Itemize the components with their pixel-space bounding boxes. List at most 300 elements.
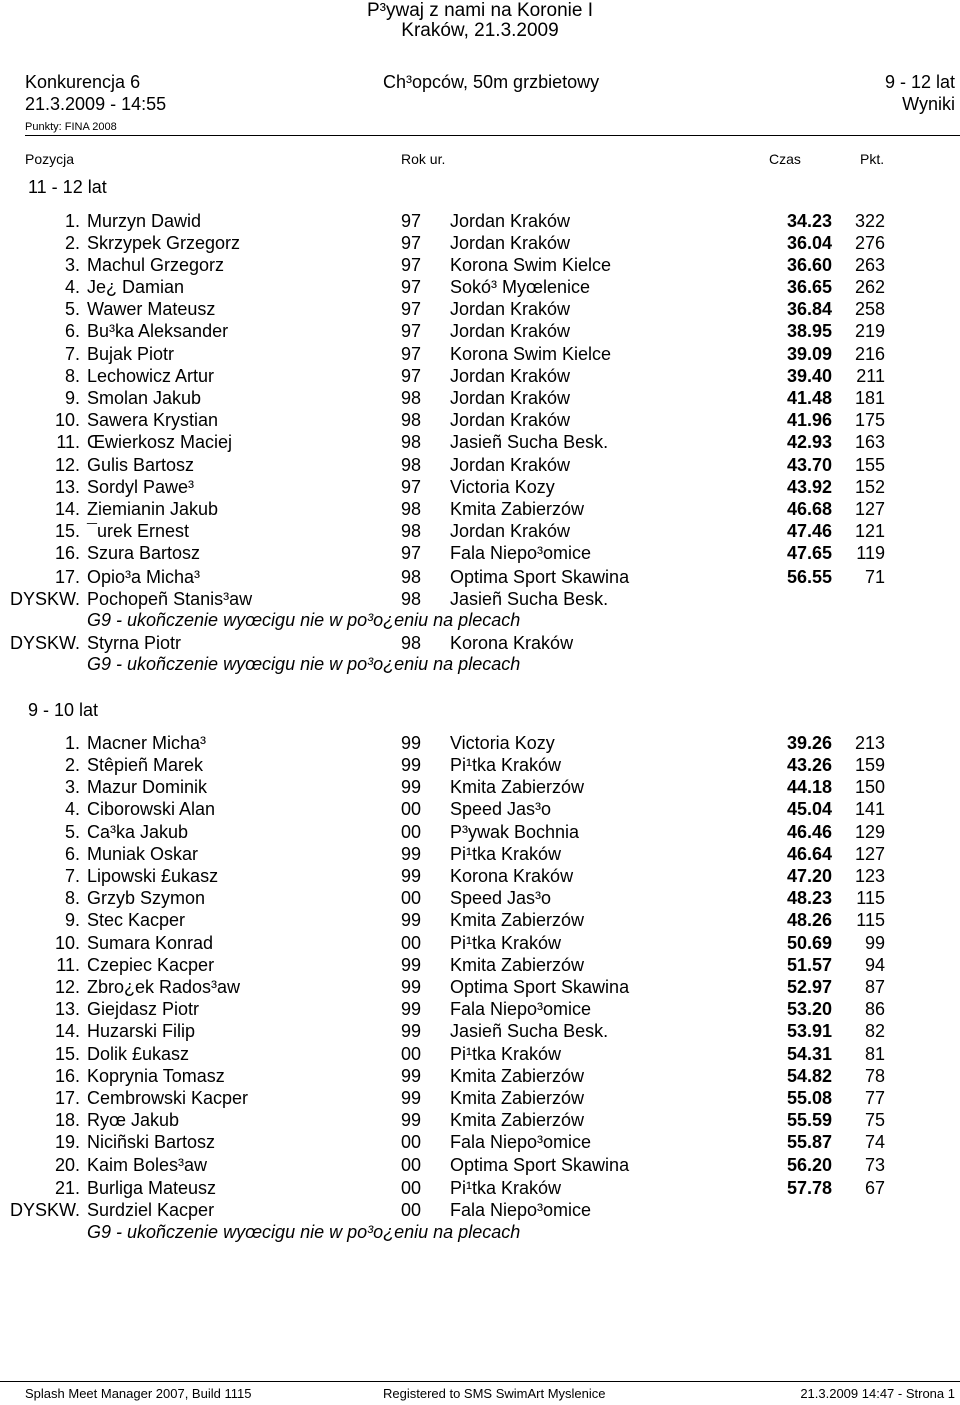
result-name: Surdziel Kacper bbox=[87, 1200, 215, 1220]
result-club: Jordan Kraków bbox=[450, 366, 571, 386]
result-time: 47.46 bbox=[786, 521, 832, 541]
result-time: 53.91 bbox=[786, 1021, 832, 1041]
result-position: 5. bbox=[64, 299, 80, 319]
result-club: Victoria Kozy bbox=[450, 733, 555, 753]
column-time: Czas bbox=[769, 151, 801, 167]
result-position: 11. bbox=[56, 955, 80, 975]
result-time: 46.64 bbox=[786, 844, 832, 864]
result-position: 5. bbox=[64, 822, 80, 842]
result-points: 99 bbox=[864, 933, 885, 953]
result-club: Pi¹tka Kraków bbox=[450, 933, 562, 953]
footer-registered: Registered to SMS SwimArt Myslenice bbox=[383, 1386, 606, 1401]
result-name: Burliga Mateusz bbox=[87, 1178, 217, 1198]
result-time: 54.31 bbox=[786, 1044, 832, 1064]
result-points: 77 bbox=[864, 1088, 885, 1108]
result-year: 97 bbox=[401, 233, 422, 253]
result-year: 00 bbox=[401, 1200, 422, 1220]
result-row bbox=[0, 799, 960, 821]
result-year: 97 bbox=[401, 277, 422, 297]
result-name: Huzarski Filip bbox=[87, 1021, 196, 1041]
result-points: 71 bbox=[864, 567, 885, 587]
result-name: Ryœ Jakub bbox=[87, 1110, 180, 1130]
result-name: Koprynia Tomasz bbox=[87, 1066, 225, 1086]
result-points: 276 bbox=[854, 233, 885, 253]
result-year: 99 bbox=[401, 844, 422, 864]
result-time: 51.57 bbox=[786, 955, 832, 975]
result-row bbox=[0, 366, 960, 388]
result-row bbox=[0, 410, 960, 432]
result-row bbox=[0, 866, 960, 888]
result-name: Smolan Jakub bbox=[87, 388, 202, 408]
result-row bbox=[0, 977, 960, 999]
result-position: 15. bbox=[54, 521, 80, 541]
result-name: Muniak Oskar bbox=[87, 844, 199, 864]
result-name: Opio³a Micha³ bbox=[87, 567, 201, 587]
result-time: 46.68 bbox=[786, 499, 832, 519]
result-time: 43.26 bbox=[786, 755, 832, 775]
result-points: 211 bbox=[856, 366, 885, 386]
result-club: Fala Niepo³omice bbox=[450, 543, 592, 563]
result-year: 98 bbox=[401, 499, 422, 519]
result-points: 86 bbox=[864, 999, 885, 1019]
dq-note: G9 - ukoñczenie wyœcigu nie w po³o¿eniu na plecach bbox=[87, 654, 521, 674]
result-points: 322 bbox=[854, 211, 885, 231]
header-divider bbox=[25, 135, 960, 136]
result-club: Kmita Zabierzów bbox=[450, 1110, 585, 1130]
result-points: 219 bbox=[854, 321, 885, 341]
result-year: 99 bbox=[401, 999, 422, 1019]
result-position: 14. bbox=[54, 499, 80, 519]
result-name: Sawera Krystian bbox=[87, 410, 219, 430]
result-points: 175 bbox=[854, 410, 885, 430]
result-position: DYSKW. bbox=[9, 633, 80, 653]
result-position: 12. bbox=[54, 977, 80, 997]
result-row bbox=[0, 1021, 960, 1043]
result-points: 163 bbox=[854, 432, 885, 452]
result-time: 47.65 bbox=[786, 543, 832, 563]
result-position: DYSKW. bbox=[9, 589, 80, 609]
result-position: 16. bbox=[54, 1066, 80, 1086]
result-year: 98 bbox=[401, 567, 422, 587]
result-row bbox=[0, 299, 960, 321]
result-row bbox=[0, 822, 960, 844]
result-year: 97 bbox=[401, 211, 422, 231]
result-row bbox=[0, 477, 960, 499]
result-points: 81 bbox=[864, 1044, 885, 1064]
result-row bbox=[0, 321, 960, 343]
result-points: 115 bbox=[856, 910, 885, 930]
result-time: 41.96 bbox=[786, 410, 832, 430]
result-name: Cembrowski Kacper bbox=[87, 1088, 249, 1108]
result-row bbox=[0, 432, 960, 454]
result-points: 159 bbox=[854, 755, 885, 775]
result-club: Fala Niepo³omice bbox=[450, 1200, 592, 1220]
result-position: 3. bbox=[64, 777, 80, 797]
result-year: 99 bbox=[401, 977, 422, 997]
result-row bbox=[0, 233, 960, 255]
result-name: Stec Kacper bbox=[87, 910, 186, 930]
dq-note: G9 - ukoñczenie wyœcigu nie w po³o¿eniu na plecach bbox=[87, 610, 521, 630]
result-name: Kaim Boles³aw bbox=[87, 1155, 208, 1175]
result-name: Ciborowski Alan bbox=[87, 799, 216, 819]
result-name: Stêpieñ Marek bbox=[87, 755, 204, 775]
result-year: 99 bbox=[401, 1066, 422, 1086]
result-row bbox=[0, 910, 960, 932]
result-points: 73 bbox=[864, 1155, 885, 1175]
result-time: 55.08 bbox=[786, 1088, 832, 1108]
result-name: Je¿ Damian bbox=[87, 277, 185, 297]
result-points: 121 bbox=[854, 521, 885, 541]
result-club: Pi¹tka Kraków bbox=[450, 1178, 562, 1198]
result-row bbox=[0, 211, 960, 233]
result-points: 127 bbox=[854, 844, 885, 864]
result-time: 48.23 bbox=[786, 888, 832, 908]
result-name: Œwierkosz Maciej bbox=[87, 432, 233, 452]
result-year: 99 bbox=[401, 866, 422, 886]
result-row bbox=[0, 755, 960, 777]
result-club: Jordan Kraków bbox=[450, 410, 571, 430]
result-year: 00 bbox=[401, 1178, 422, 1198]
result-time: 42.93 bbox=[786, 432, 832, 452]
result-points: 129 bbox=[854, 822, 885, 842]
result-year: 97 bbox=[401, 543, 422, 563]
result-club: Kmita Zabierzów bbox=[450, 499, 585, 519]
result-club: Korona Swim Kielce bbox=[450, 255, 612, 275]
result-name: Szura Bartosz bbox=[87, 543, 201, 563]
result-club: Kmita Zabierzów bbox=[450, 1066, 585, 1086]
result-row bbox=[0, 633, 960, 655]
result-name: ¯urek Ernest bbox=[87, 521, 189, 541]
result-club: Jordan Kraków bbox=[450, 211, 571, 231]
result-time: 36.04 bbox=[786, 233, 832, 253]
result-points: 127 bbox=[854, 499, 885, 519]
result-club: Jordan Kraków bbox=[450, 521, 571, 541]
result-position: 10. bbox=[54, 933, 80, 953]
result-points: 258 bbox=[854, 299, 885, 319]
result-year: 97 bbox=[401, 344, 422, 364]
result-name: Giejdasz Piotr bbox=[87, 999, 200, 1019]
result-club: Kmita Zabierzów bbox=[450, 955, 585, 975]
result-position: 8. bbox=[64, 888, 80, 908]
result-points: 67 bbox=[864, 1178, 885, 1198]
result-position: 17. bbox=[54, 1088, 80, 1108]
result-row bbox=[0, 733, 960, 755]
footer-software: Splash Meet Manager 2007, Build 1115 bbox=[25, 1386, 252, 1401]
result-time: 56.55 bbox=[786, 567, 832, 587]
result-time: 54.82 bbox=[786, 1066, 832, 1086]
result-position: 2. bbox=[64, 233, 80, 253]
result-row bbox=[0, 388, 960, 410]
result-name: Pochopeñ Stanis³aw bbox=[87, 589, 253, 609]
result-row bbox=[0, 1066, 960, 1088]
result-points: 119 bbox=[856, 543, 885, 563]
result-club: Jordan Kraków bbox=[450, 321, 571, 341]
result-time: 43.70 bbox=[786, 455, 832, 475]
result-club: Kmita Zabierzów bbox=[450, 910, 585, 930]
dq-note: G9 - ukoñczenie wyœcigu nie w po³o¿eniu na plecach bbox=[87, 1222, 521, 1242]
result-row bbox=[0, 567, 960, 589]
result-name: Bujak Piotr bbox=[87, 344, 175, 364]
result-club: Jordan Kraków bbox=[450, 233, 571, 253]
result-points: 78 bbox=[864, 1066, 885, 1086]
result-name: Lechowicz Artur bbox=[87, 366, 215, 386]
result-year: 00 bbox=[401, 1044, 422, 1064]
result-year: 98 bbox=[401, 432, 422, 452]
result-club: Jordan Kraków bbox=[450, 299, 571, 319]
result-row bbox=[0, 589, 960, 611]
result-name: Ziemianin Jakub bbox=[87, 499, 219, 519]
result-row bbox=[0, 1088, 960, 1110]
result-name: Styrna Piotr bbox=[87, 633, 182, 653]
result-position: 9. bbox=[64, 910, 80, 930]
result-name: Niciñski Bartosz bbox=[87, 1132, 216, 1152]
result-points: 75 bbox=[864, 1110, 885, 1130]
result-time: 46.46 bbox=[786, 822, 832, 842]
result-club: P³ywak Bochnia bbox=[450, 822, 580, 842]
result-position: 2. bbox=[64, 755, 80, 775]
event-label: Konkurencja 6 bbox=[25, 72, 141, 92]
age-range: 9 - 12 lat bbox=[884, 72, 955, 92]
result-points: 115 bbox=[856, 888, 885, 908]
result-position: DYSKW. bbox=[9, 1200, 80, 1220]
result-points: 213 bbox=[854, 733, 885, 753]
result-points: 94 bbox=[864, 955, 885, 975]
result-time: 44.18 bbox=[786, 777, 832, 797]
result-points: 262 bbox=[854, 277, 885, 297]
result-club: Optima Sport Skawina bbox=[450, 567, 630, 587]
result-time: 52.97 bbox=[786, 977, 832, 997]
result-name: Dolik £ukasz bbox=[87, 1044, 190, 1064]
result-row bbox=[0, 344, 960, 366]
result-time: 50.69 bbox=[786, 933, 832, 953]
result-name: Czepiec Kacper bbox=[87, 955, 215, 975]
result-time: 39.09 bbox=[786, 344, 832, 364]
result-year: 99 bbox=[401, 777, 422, 797]
event-name: Ch³opców, 50m grzbietowy bbox=[383, 72, 600, 92]
result-position: 6. bbox=[64, 321, 80, 341]
result-points: 181 bbox=[854, 388, 885, 408]
result-row bbox=[0, 1155, 960, 1177]
result-row bbox=[0, 543, 960, 565]
result-time: 41.48 bbox=[786, 388, 832, 408]
result-row bbox=[0, 999, 960, 1021]
result-year: 98 bbox=[401, 388, 422, 408]
result-time: 53.20 bbox=[786, 999, 832, 1019]
result-year: 98 bbox=[401, 410, 422, 430]
result-name: Murzyn Dawid bbox=[87, 211, 202, 231]
result-name: Mazur Dominik bbox=[87, 777, 208, 797]
result-club: Korona Kraków bbox=[450, 633, 574, 653]
result-year: 99 bbox=[401, 955, 422, 975]
result-time: 34.23 bbox=[786, 211, 832, 231]
result-position: 4. bbox=[64, 799, 80, 819]
result-year: 00 bbox=[401, 1132, 422, 1152]
result-year: 98 bbox=[401, 455, 422, 475]
result-club: Jasieñ Sucha Besk. bbox=[450, 432, 609, 452]
result-club: Kmita Zabierzów bbox=[450, 1088, 585, 1108]
result-row bbox=[0, 1178, 960, 1200]
result-time: 36.65 bbox=[786, 277, 832, 297]
result-time: 43.92 bbox=[786, 477, 832, 497]
result-time: 38.95 bbox=[786, 321, 832, 341]
result-position: 12. bbox=[54, 455, 80, 475]
result-position: 16. bbox=[54, 543, 80, 563]
result-club: Pi¹tka Kraków bbox=[450, 1044, 562, 1064]
result-time: 55.59 bbox=[786, 1110, 832, 1130]
result-position: 17. bbox=[54, 567, 80, 587]
result-row bbox=[0, 1200, 960, 1222]
result-row bbox=[0, 277, 960, 299]
result-name: Grzyb Szymon bbox=[87, 888, 206, 908]
result-club: Korona Kraków bbox=[450, 866, 574, 886]
result-club: Jasieñ Sucha Besk. bbox=[450, 589, 609, 609]
result-year: 99 bbox=[401, 1088, 422, 1108]
result-row bbox=[0, 844, 960, 866]
result-position: 13. bbox=[54, 999, 80, 1019]
result-row bbox=[0, 933, 960, 955]
result-year: 97 bbox=[401, 321, 422, 341]
result-position: 9. bbox=[64, 388, 80, 408]
result-year: 99 bbox=[401, 1110, 422, 1130]
result-position: 19. bbox=[54, 1132, 80, 1152]
result-time: 48.26 bbox=[786, 910, 832, 930]
result-position: 18. bbox=[54, 1110, 80, 1130]
footer-page-info: 21.3.2009 14:47 - Strona 1 bbox=[800, 1386, 955, 1401]
result-year: 00 bbox=[401, 933, 422, 953]
result-year: 97 bbox=[401, 477, 422, 497]
result-position: 7. bbox=[64, 344, 80, 364]
result-year: 98 bbox=[401, 521, 422, 541]
result-club: Jasieñ Sucha Besk. bbox=[450, 1021, 609, 1041]
result-name: Gulis Bartosz bbox=[87, 455, 195, 475]
result-club: Kmita Zabierzów bbox=[450, 777, 585, 797]
result-position: 6. bbox=[64, 844, 80, 864]
result-club: Jordan Kraków bbox=[450, 455, 571, 475]
footer-divider bbox=[0, 1381, 960, 1382]
column-year: Rok ur. bbox=[401, 151, 446, 167]
result-year: 97 bbox=[401, 299, 422, 319]
result-points: 82 bbox=[864, 1021, 885, 1041]
result-points: 141 bbox=[854, 799, 885, 819]
result-row bbox=[0, 777, 960, 799]
result-club: Speed Jas³o bbox=[450, 799, 552, 819]
result-position: 8. bbox=[64, 366, 80, 386]
result-points: 123 bbox=[854, 866, 885, 886]
group-label: 9 - 10 lat bbox=[28, 700, 99, 720]
result-club: Pi¹tka Kraków bbox=[450, 755, 562, 775]
result-position: 13. bbox=[54, 477, 80, 497]
result-position: 21. bbox=[54, 1178, 80, 1198]
result-club: Jordan Kraków bbox=[450, 388, 571, 408]
result-time: 56.20 bbox=[786, 1155, 832, 1175]
result-time: 36.84 bbox=[786, 299, 832, 319]
result-club: Fala Niepo³omice bbox=[450, 1132, 592, 1152]
result-position: 1. bbox=[64, 733, 80, 753]
result-row bbox=[0, 1132, 960, 1154]
result-time: 45.04 bbox=[786, 799, 832, 819]
result-name: Lipowski £ukasz bbox=[87, 866, 219, 886]
result-year: 99 bbox=[401, 910, 422, 930]
result-name: Ca³ka Jakub bbox=[87, 822, 189, 842]
result-name: Machul Grzegorz bbox=[87, 255, 225, 275]
result-row bbox=[0, 499, 960, 521]
result-club: Pi¹tka Kraków bbox=[450, 844, 562, 864]
result-position: 3. bbox=[64, 255, 80, 275]
result-club: Korona Swim Kielce bbox=[450, 344, 612, 364]
result-year: 99 bbox=[401, 755, 422, 775]
result-position: 11. bbox=[56, 432, 80, 452]
result-row bbox=[0, 455, 960, 477]
result-points: 155 bbox=[854, 455, 885, 475]
result-year: 00 bbox=[401, 1155, 422, 1175]
result-club: Optima Sport Skawina bbox=[450, 977, 630, 997]
result-row bbox=[0, 521, 960, 543]
result-time: 36.60 bbox=[786, 255, 832, 275]
result-year: 00 bbox=[401, 799, 422, 819]
result-year: 00 bbox=[401, 888, 422, 908]
result-year: 98 bbox=[401, 589, 422, 609]
result-year: 00 bbox=[401, 822, 422, 842]
result-points: 150 bbox=[854, 777, 885, 797]
result-club: Fala Niepo³omice bbox=[450, 999, 592, 1019]
result-position: 20. bbox=[54, 1155, 80, 1175]
result-name: Sordyl Pawe³ bbox=[87, 477, 195, 497]
result-time: 47.20 bbox=[786, 866, 832, 886]
result-club: Speed Jas³o bbox=[450, 888, 552, 908]
result-name: Sumara Konrad bbox=[87, 933, 214, 953]
result-position: 10. bbox=[54, 410, 80, 430]
result-row bbox=[0, 955, 960, 977]
result-time: 57.78 bbox=[786, 1178, 832, 1198]
result-time: 55.87 bbox=[786, 1132, 832, 1152]
group-label: 11 - 12 lat bbox=[28, 177, 107, 197]
result-position: 4. bbox=[64, 277, 80, 297]
result-club: Optima Sport Skawina bbox=[450, 1155, 630, 1175]
result-position: 1. bbox=[64, 211, 80, 231]
meet-place-date: Kraków, 21.3.2009 bbox=[401, 20, 559, 41]
result-club: Sokó³ Myœlenice bbox=[450, 277, 591, 297]
result-year: 99 bbox=[401, 1021, 422, 1041]
result-name: Skrzypek Grzegorz bbox=[87, 233, 241, 253]
result-row bbox=[0, 888, 960, 910]
result-row bbox=[0, 1110, 960, 1132]
result-year: 98 bbox=[401, 633, 422, 653]
column-position: Pozycja bbox=[25, 151, 75, 167]
results-label: Wyniki bbox=[902, 94, 955, 114]
result-year: 99 bbox=[401, 733, 422, 753]
result-name: Wawer Mateusz bbox=[87, 299, 216, 319]
result-position: 14. bbox=[54, 1021, 80, 1041]
result-name: Bu³ka Aleksander bbox=[87, 321, 229, 341]
result-year: 97 bbox=[401, 366, 422, 386]
event-datetime: 21.3.2009 - 14:55 bbox=[25, 94, 167, 114]
result-club: Victoria Kozy bbox=[450, 477, 555, 497]
result-name: Zbro¿ek Rados³aw bbox=[87, 977, 241, 997]
result-position: 15. bbox=[54, 1044, 80, 1064]
result-points: 74 bbox=[864, 1132, 885, 1152]
result-name: Macner Micha³ bbox=[87, 733, 207, 753]
result-row bbox=[0, 255, 960, 277]
result-points: 152 bbox=[854, 477, 885, 497]
result-points: 216 bbox=[854, 344, 885, 364]
result-position: 7. bbox=[64, 866, 80, 886]
column-points: Pkt. bbox=[860, 151, 885, 167]
meet-title: P³ywaj z nami na Koronie I bbox=[367, 0, 593, 21]
result-time: 39.40 bbox=[786, 366, 832, 386]
result-row bbox=[0, 1044, 960, 1066]
result-points: 87 bbox=[864, 977, 885, 997]
result-points: 263 bbox=[854, 255, 885, 275]
